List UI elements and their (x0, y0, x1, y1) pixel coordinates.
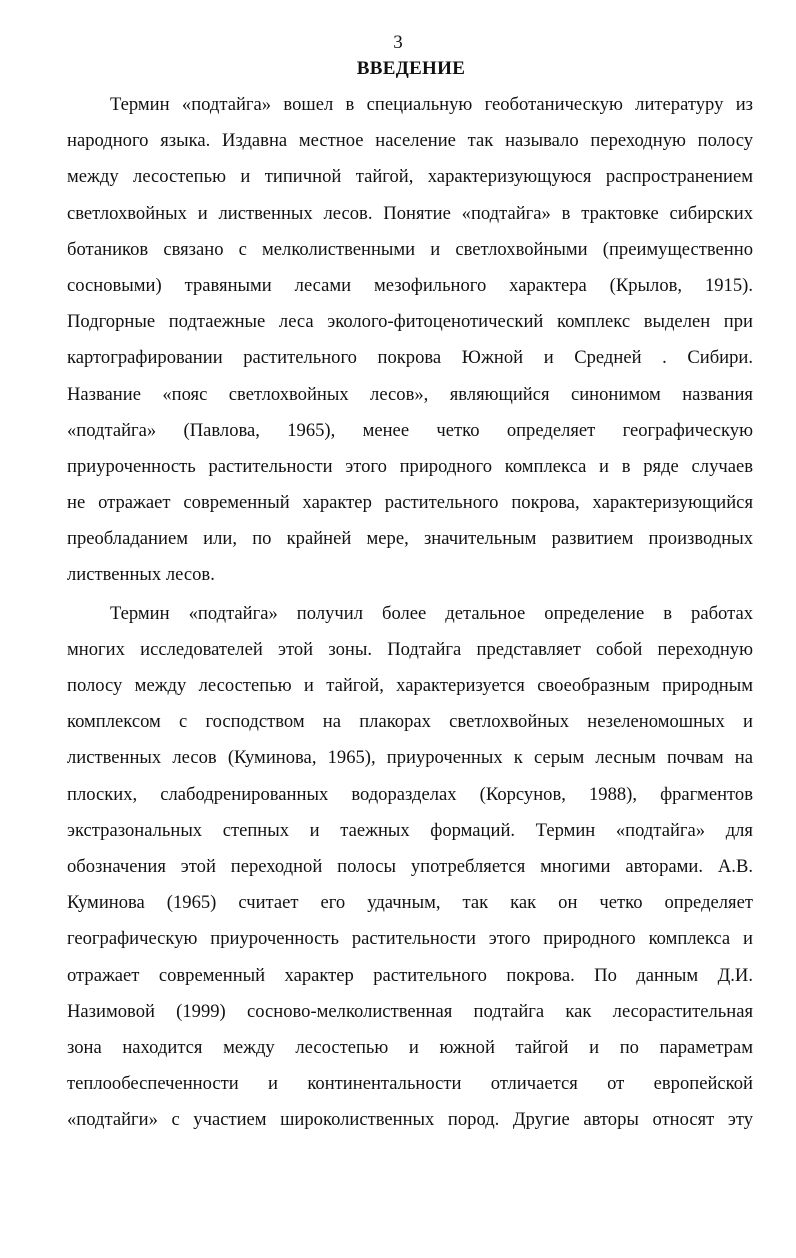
text-line: Термин «подтайга» получил более детальное определение в работах (110, 602, 753, 624)
text-line: Подгорные подтаежные леса эколого-фитоценотический комплекс выделен при (67, 311, 753, 333)
text-line: не отражает современный характер растительного покрова, характеризующийся (67, 492, 753, 514)
text-line: народного языка. Издавна местное население так называло переходную полосу (67, 130, 753, 152)
text-line: плоских, слабодренированных водоразделах (Корсунов, 1988), фрагментов (67, 783, 753, 805)
text-line: теплообеспеченности и континентальности отличается от европейской (67, 1073, 753, 1095)
text-line: многих исследователей этой зоны. Подтайга представляет собой переходную (67, 638, 753, 660)
text-line: экстразональных степных и таежных формаций. Термин «подтайга» для (67, 819, 753, 841)
body-text (67, 90, 753, 1141)
text-line: Термин «подтайга» вошел в специальную геоботаническую литературу из (110, 94, 753, 115)
text-line: сосновыми) травяными лесами мезофильного характера (Крылов, 1915). (67, 274, 753, 296)
text-line: ботаников связано с мелколиственными и светлохвойными (преимущественно (67, 238, 753, 260)
paragraph-1 (67, 90, 753, 597)
text-line: лиственных лесов. (67, 564, 215, 586)
text-line: Название «пояс светлохвойных лесов», являющийся синонимом названия (67, 383, 753, 405)
page-number: 3 (393, 32, 403, 53)
text-line: зона находится между лесостепью и южной тайгой и по параметрам (67, 1036, 753, 1058)
text-line: преобладанием или, по крайней мере, значительным развитием производных (67, 528, 753, 550)
text-line: Назимовой (1999) сосново-мелколиственная подтайга как лесорастительная (67, 1000, 753, 1022)
text-line: отражает современный характер растительного покрова. По данным Д.И. (67, 964, 753, 986)
paragraph-2 (67, 599, 753, 1142)
text-line: приуроченность растительности этого природного комплекса и в ряде случаев (67, 455, 753, 477)
section-heading: ВВЕДЕНИЕ (356, 58, 466, 79)
text-line: полосу между лесостепью и тайгой, характеризуется своеобразным природным (67, 675, 753, 696)
text-line: лиственных лесов (Куминова, 1965), приуроченных к серым лесным почвам на (67, 747, 753, 769)
text-line: комплексом с господством на плакорах светлохвойных незеленомошных и (67, 711, 753, 733)
text-line: светлохвойных и лиственных лесов. Понятие «подтайга» в трактовке сибирских (67, 202, 753, 224)
text-line: Куминова (1965) считает его удачным, так как он четко определяет (67, 892, 753, 914)
text-line: географическую приуроченность растительности этого природного комплекса и (67, 928, 753, 950)
text-line: «подтайга» (Павлова, 1965), менее четко определяет географическую (67, 419, 753, 441)
text-line: «подтайги» с участием широколиственных пород. Другие авторы относят эту (67, 1109, 753, 1131)
text-line: обозначения этой переходной полосы употребляется многими авторами. А.В. (67, 855, 753, 877)
text-line: между лесостепью и типичной тайгой, характеризующуюся распространением (67, 166, 753, 188)
text-line: картографировании растительного покрова Южной и Средней . Сибири. (67, 347, 753, 369)
